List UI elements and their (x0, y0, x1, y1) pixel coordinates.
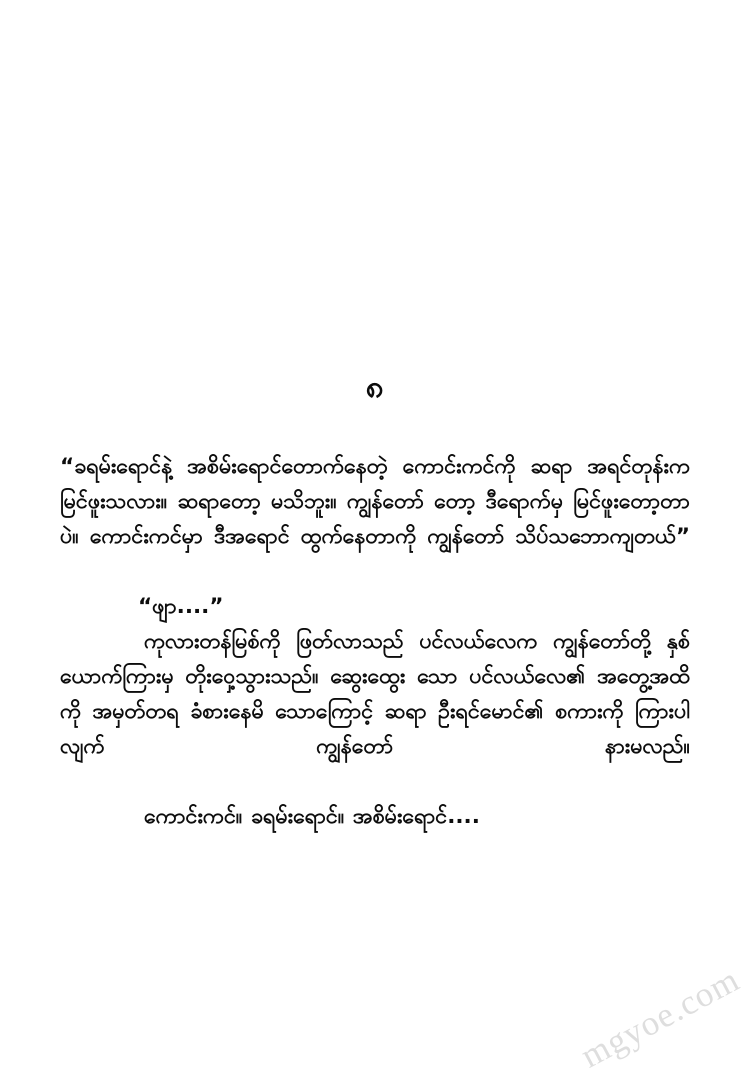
watermark: mgyoe.com (574, 959, 746, 1076)
paragraph-dialogue: “ခရမ်းရောင်နဲ့ အစိမ်းရောင်တောက်နေတဲ့ ကောင်းကင်ကို ဆရာ အရင်တုန်းက မြင်ဖူးသလား။ ဆရာတော့ မသိဘူး။ ကျွန်တော် တော့ ဒီရောက်မှ မြင်ဖူးတော့တာပဲ။ ကောင်းကင်မှာ ဒီအရောင် ထွက်နေတာကို ကျွန်တော် သိပ်သဘောကျတယ်” (60, 454, 690, 550)
paragraph-closing: ကောင်းကင်။ ခရမ်းရောင်။ အစိမ်းရောင်.... (144, 804, 480, 830)
paragraph-short-quote: “ဖျာ....” (138, 594, 224, 620)
body-text (60, 449, 690, 834)
paragraph-narrative: ကုလားတန်မြစ်ကို ဖြတ်လာသည် ပင်လယ်လေက ကျွန်တော်တို့ နှစ်ယောက်ကြားမှ တိုးဝှေ့သွားသည်။ ဆွေးထွေး သော ပင်လယ်လေ၏ အတွေ့အထိကို အမှတ်တရ ခံစားနေမိ သောကြောင့် ဆရာ ဦးရင်မောင်၏ စကားကို ကြားပါလျက် ကျွန်တော် နားမလည်။ (60, 629, 690, 760)
chapter-number: ၈ (365, 369, 385, 405)
